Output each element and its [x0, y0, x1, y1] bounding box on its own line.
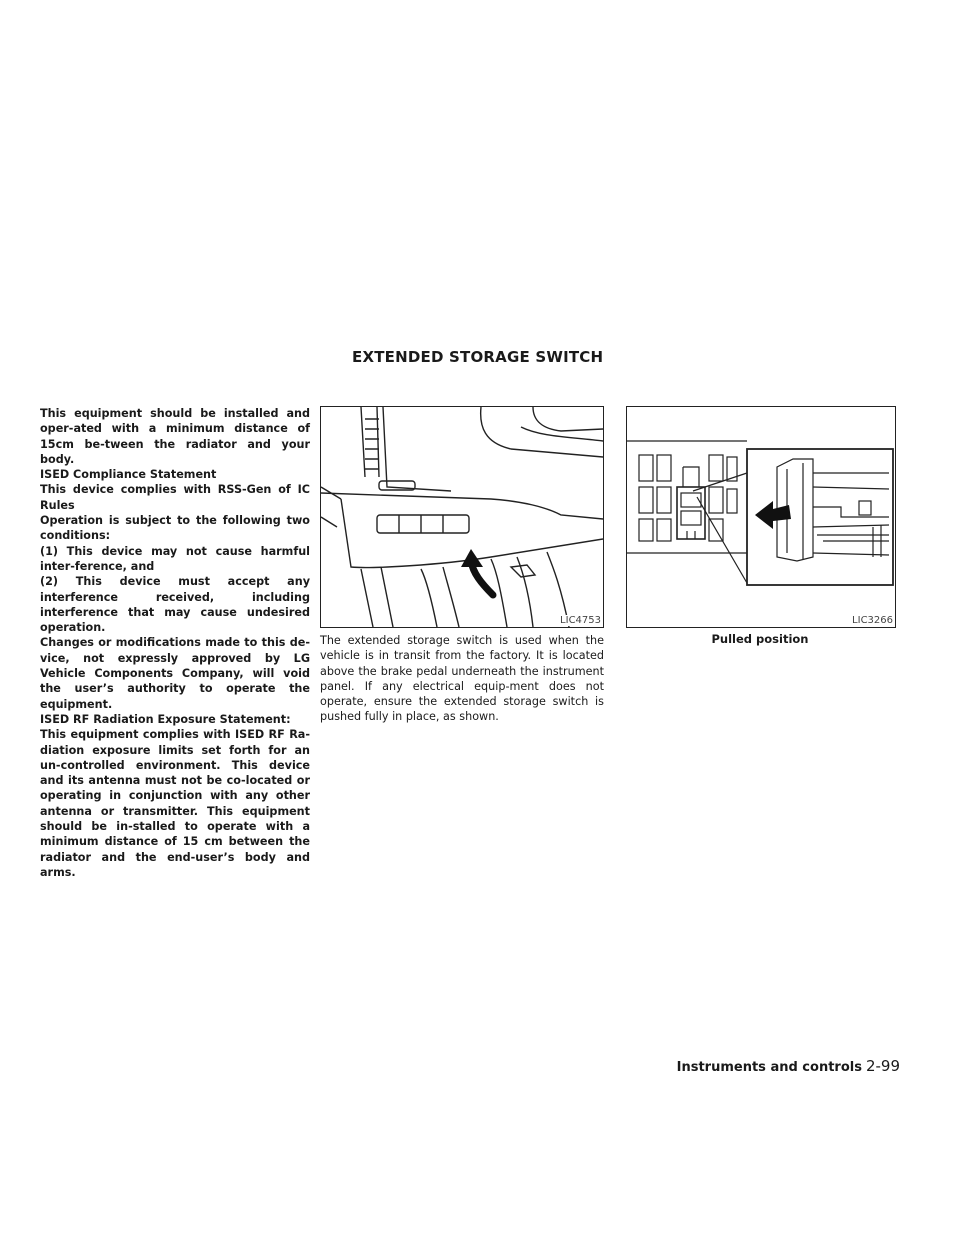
pulled-position-illustration	[627, 407, 895, 627]
description-column	[320, 633, 604, 725]
paragraph: This device complies with RSS-Gen of IC Rules	[40, 483, 310, 512]
paragraph: This equipment complies with ISED RF Ra-diation exposure limits set forth for an un-controlled environment. This device and its antenna must not be co-located or operating in conjunction with any other antenna or transmitter. This equipment should be in-stalled to operate with a minimum distance of 15 cm between the radiator and the end-user’s body and arms.	[40, 728, 310, 879]
figure-caption: Pulled position	[711, 632, 809, 646]
page-number: 2-99	[865, 1057, 900, 1075]
figure-code: LIC4753	[560, 615, 601, 626]
page-footer	[640, 1056, 900, 1075]
paragraph: (2) This device must accept any interference received, including interference that may cause undesired operation.	[40, 575, 310, 635]
paragraph: Operation is subject to the following two conditions:	[40, 514, 310, 543]
footer-section-name: Instruments and controls	[676, 1060, 862, 1075]
figure-switch-location	[320, 406, 604, 628]
paragraph: This equipment should be installed and oper-ated with a minimum distance of 15cm be-tween the radiator and your body.	[40, 407, 310, 466]
switch-location-illustration	[321, 407, 603, 627]
section-title: EXTENDED STORAGE SWITCH	[352, 348, 604, 366]
paragraph: ISED Compliance Statement	[40, 468, 217, 482]
compliance-text-column	[40, 406, 310, 880]
figure-code: LIC3266	[852, 615, 893, 626]
figure-pulled-position	[626, 406, 896, 628]
paragraph: ISED RF Radiation Exposure Statement:	[40, 712, 291, 726]
paragraph: The extended storage switch is used when the vehicle is in transit from the factory. It is located above the brake pedal underneath the instrument panel. If any electrical equip-ment does not operate, ensure the extended storage switch is pushed fully in place, as shown.	[320, 634, 604, 724]
pull-direction-arrow	[755, 501, 791, 529]
paragraph: (1) This device may not cause harmful inter-ference, and	[40, 544, 310, 573]
paragraph: Changes or modifications made to this de-vice, not expressly approved by LG Vehicle Components Company, will void the user’s authority to operate the equipment.	[40, 636, 310, 711]
